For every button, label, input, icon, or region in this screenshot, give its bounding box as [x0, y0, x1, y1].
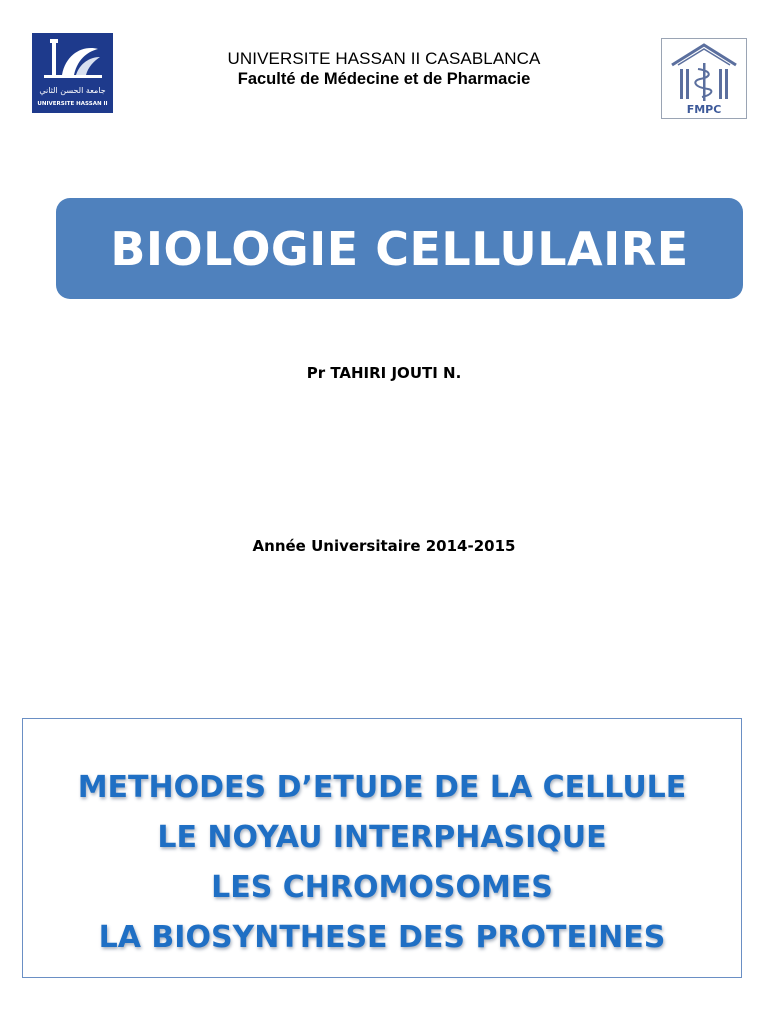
topic-item: METHODES D’ETUDE DE LA CELLULE [77, 770, 687, 805]
topics-box [22, 718, 742, 978]
svg-text:UNIVERSITE HASSAN II: UNIVERSITE HASSAN II [37, 101, 108, 107]
author-name: Pr TAHIRI JOUTI N. [306, 364, 462, 382]
university-name: UNIVERSITE HASSAN II CASABLANCA [227, 49, 541, 68]
svg-text:جامعة الحسن الثاني: جامعة الحسن الثاني [39, 86, 106, 95]
institution-header [150, 48, 618, 90]
faculty-name: Faculté de Médecine et de Pharmacie [237, 70, 531, 88]
topic-item: LES CHROMOSOMES [211, 870, 553, 905]
svg-text:FMPC: FMPC [686, 103, 722, 116]
university-logo [32, 33, 113, 113]
topic-item: LE NOYAU INTERPHASIQUE [157, 820, 607, 855]
academic-year: Année Universitaire 2014-2015 [252, 537, 516, 555]
topics-list [23, 763, 741, 963]
university-hassan-ii-logo-icon [32, 33, 113, 113]
title-banner [56, 198, 743, 299]
fmpc-logo-icon [662, 39, 746, 118]
faculty-logo [661, 38, 747, 119]
document-title: BIOLOGIE CELLULAIRE [110, 221, 689, 276]
topic-item: LA BIOSYNTHESE DES PROTEINES [98, 920, 666, 955]
